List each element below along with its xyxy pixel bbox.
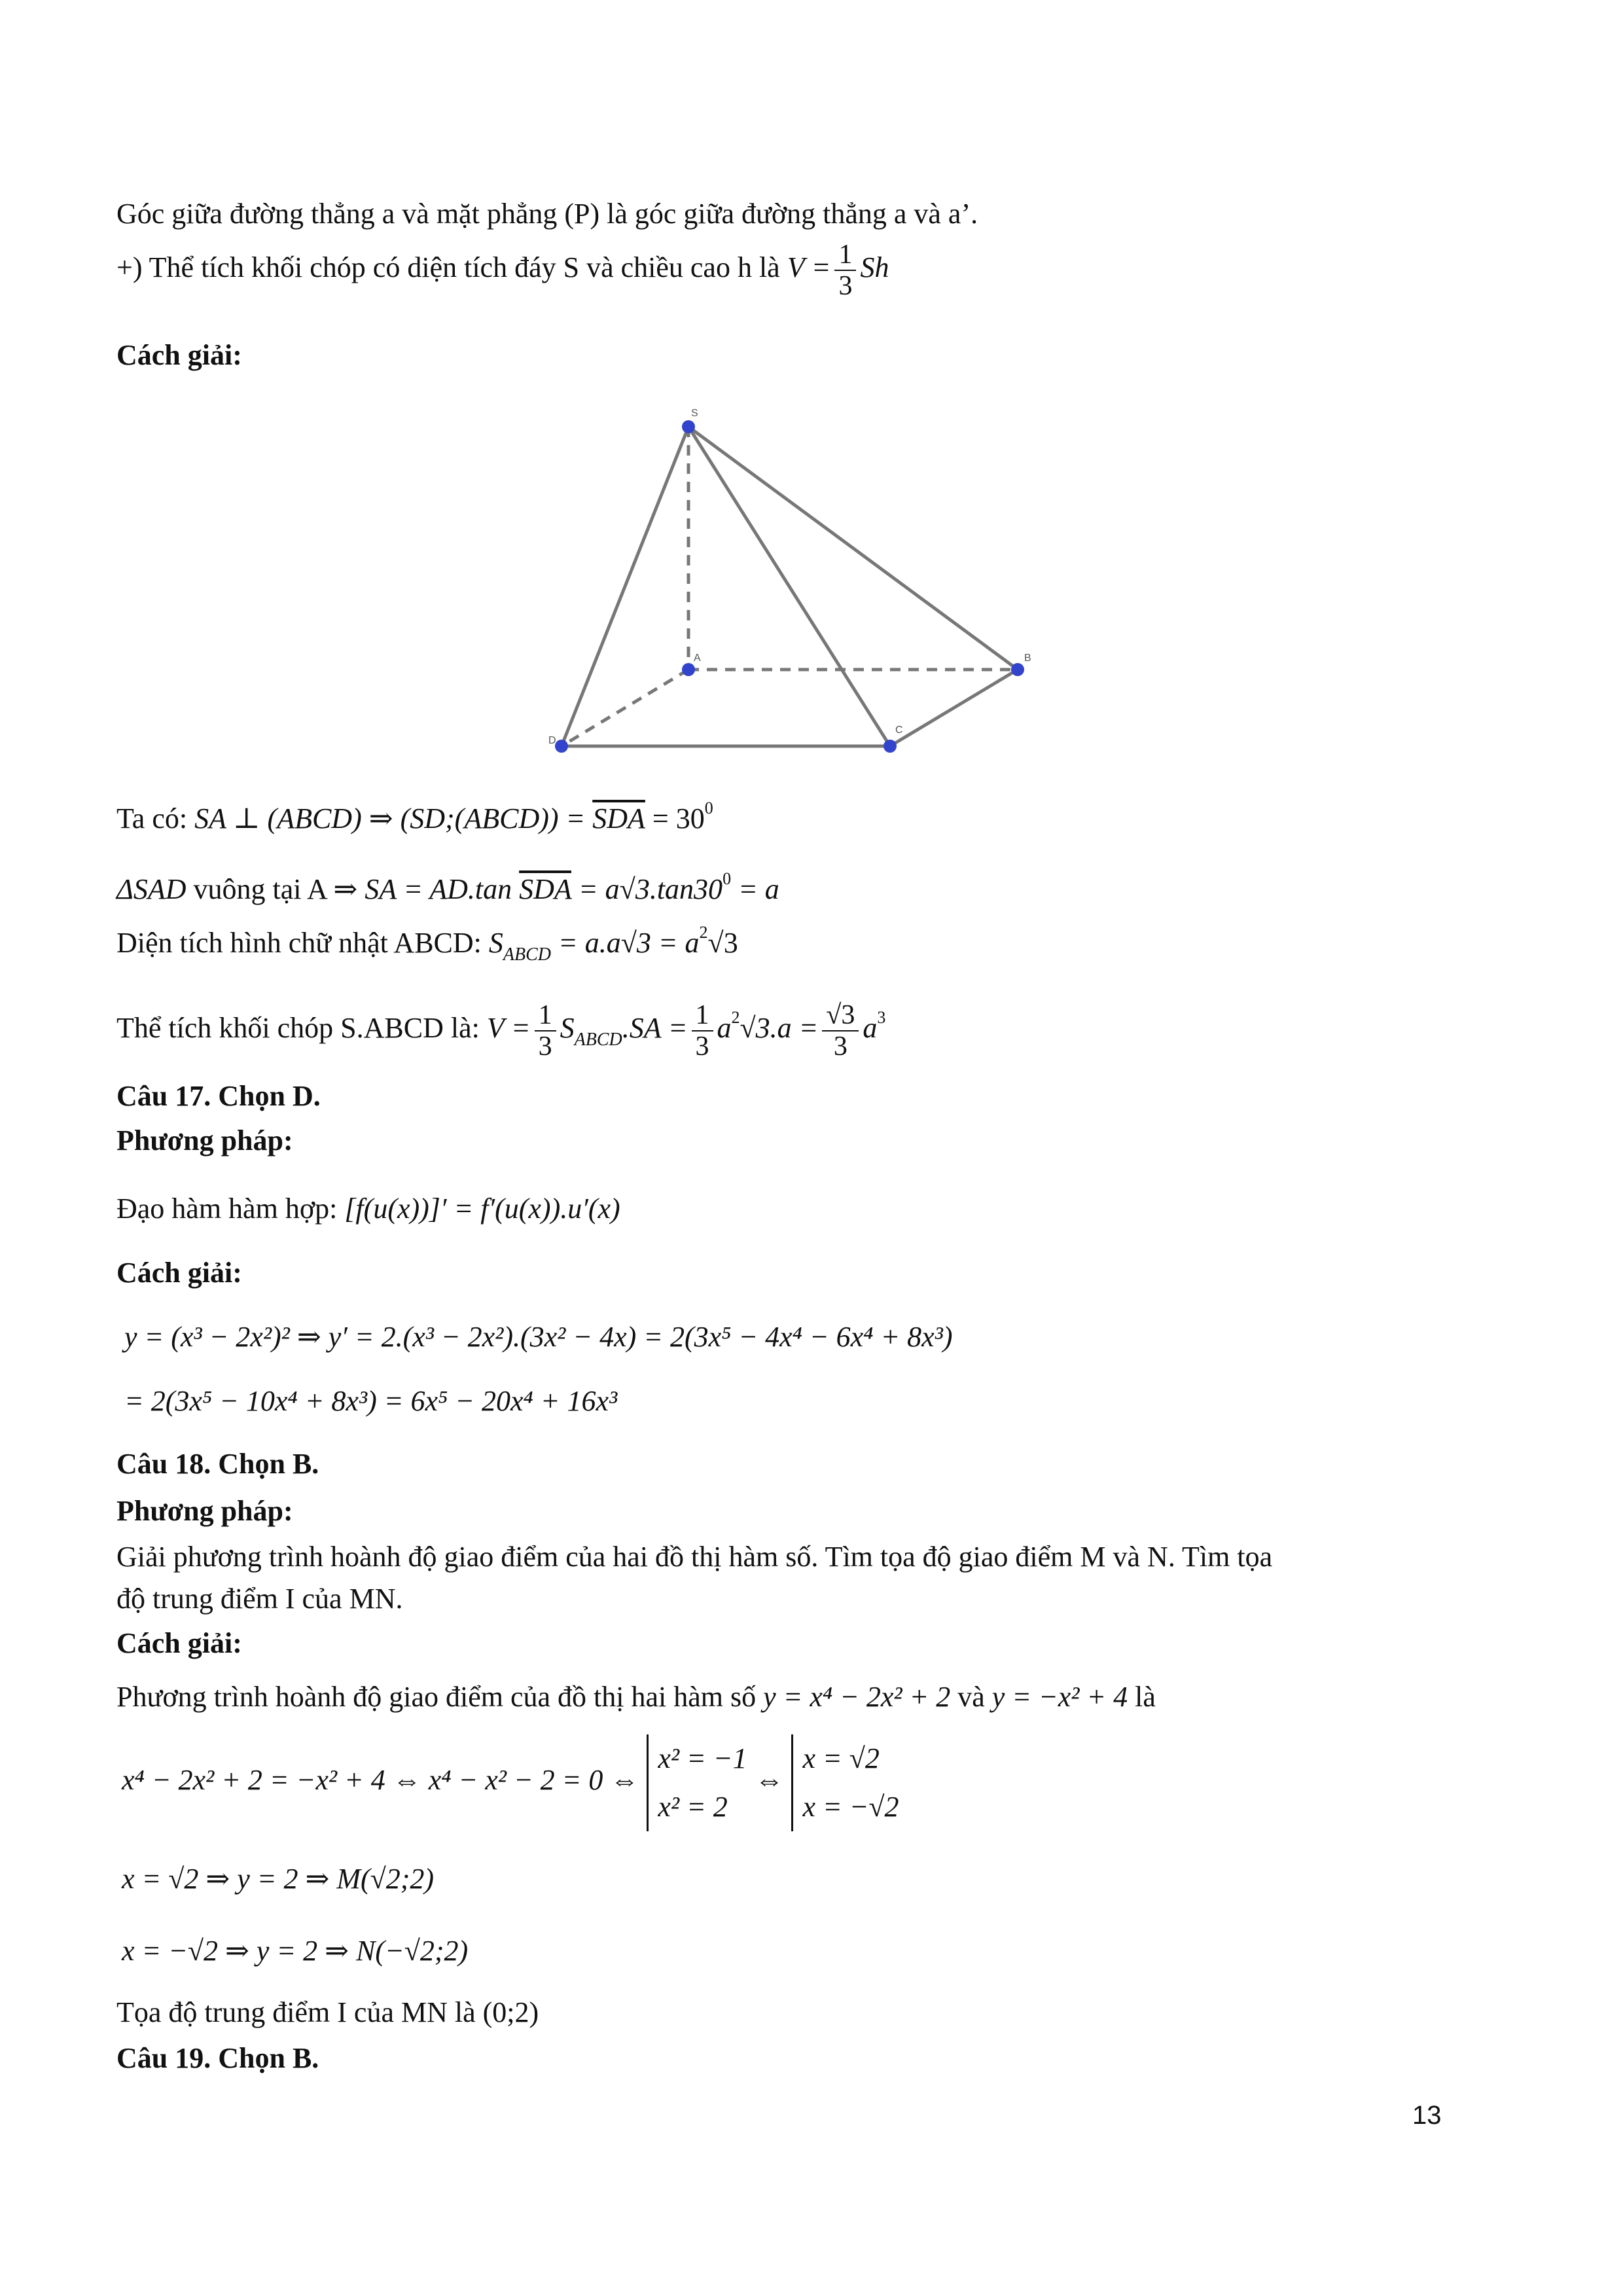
q16-l2-tail: = a√3.tan30 bbox=[571, 873, 723, 905]
q16-l2-end: = a bbox=[731, 873, 779, 905]
q17-equation-2: = 2(3x⁵ − 10x⁴ + 8x³) = 6x⁵ − 20x⁴ + 16x³ bbox=[124, 1385, 618, 1417]
q18-step-1 bbox=[116, 1679, 1156, 1715]
bracket-1-row-2: x² = 2 bbox=[658, 1790, 728, 1823]
q16-line-2 bbox=[116, 861, 779, 907]
frac-3-num: √3 bbox=[822, 1000, 859, 1031]
page-number: 13 bbox=[1412, 2101, 1442, 2130]
q16-l1-expr: SA ⊥ (ABCD) ⇒ (SD;(ABCD)) = bbox=[194, 802, 593, 834]
q16-line-4 bbox=[116, 982, 885, 1076]
q16-l3-expr: = a.a√3 = a bbox=[551, 927, 700, 959]
q16-l4-prefix: Thể tích khối chóp S.ABCD là: bbox=[116, 1012, 487, 1044]
edge-sc bbox=[688, 427, 890, 746]
q16-l4-sup2: 2 bbox=[731, 1008, 740, 1027]
intro-line-1: Góc giữa đường thẳng a và mặt phẳng (P) là góc giữa đường thẳng a và a’. bbox=[116, 198, 978, 230]
q16-l1-tail: = 30 bbox=[645, 802, 705, 834]
area-subscript: ABCD bbox=[503, 944, 552, 965]
q16-l4-sup3: 3 bbox=[877, 1008, 886, 1027]
fraction-one-third bbox=[834, 240, 856, 301]
fraction-denominator: 3 bbox=[838, 271, 853, 301]
bracket-2-row-1: x = √2 bbox=[802, 1742, 880, 1774]
vertex-b bbox=[1011, 663, 1024, 676]
label-d: D bbox=[548, 735, 556, 746]
cach-giai-heading: Cách giải: bbox=[116, 339, 242, 371]
q17-solution-heading: Cách giải: bbox=[116, 1257, 242, 1289]
edge-sb bbox=[688, 427, 1018, 670]
angle-sda: $\overline{SDA}$ bbox=[592, 802, 645, 834]
intro-line-2 bbox=[116, 240, 889, 301]
q16-l3-prefix: Diện tích hình chữ nhật ABCD: bbox=[116, 927, 489, 959]
q18-s2-eq: ⇔ bbox=[755, 1764, 784, 1796]
fraction-numerator: 1 bbox=[834, 240, 856, 271]
q18-s2-left: x⁴ − 2x² + 2 = −x² + 4 ⇔ x⁴ − x² − 2 = 0 ⇔ bbox=[122, 1764, 639, 1796]
label-b: B bbox=[1024, 653, 1031, 664]
q18-s1-text: Phương trình hoành độ giao điểm của đồ thị hai hàm số bbox=[116, 1681, 764, 1713]
q16-l4-a3: a bbox=[863, 1012, 878, 1044]
q16-l4-sub: ABCD bbox=[574, 1030, 622, 1050]
label-a: A bbox=[694, 653, 701, 664]
q16-l2-expr: ⇒ SA = AD.tan bbox=[333, 873, 520, 905]
frac-3-den: 3 bbox=[833, 1031, 847, 1062]
q19-title: Câu 19. Chọn B. bbox=[116, 2042, 319, 2074]
q18-method-line-1: Giải phương trình hoành độ giao điểm của hai đồ thị hàm số. Tìm tọa độ giao điểm M và N. Tìm tọa bbox=[116, 1541, 1273, 1573]
q17-rule bbox=[116, 1191, 620, 1227]
edge-sd bbox=[562, 427, 688, 746]
label-c: C bbox=[895, 725, 903, 736]
bracket-2-row-2: x = −√2 bbox=[802, 1790, 899, 1823]
bracket-system-1 bbox=[647, 1734, 747, 1831]
q18-step-3: x = √2 ⇒ y = 2 ⇒ M(√2;2) bbox=[122, 1863, 435, 1895]
q16-line-3 bbox=[116, 915, 738, 973]
label-s: S bbox=[691, 408, 698, 419]
volume-symbol: V = bbox=[787, 251, 831, 284]
angle-sda-2: $\overline{SDA}$ bbox=[519, 873, 571, 905]
q18-step-4: x = −√2 ⇒ y = 2 ⇒ N(−√2;2) bbox=[122, 1935, 469, 1967]
q16-l4-frac-1 bbox=[535, 1000, 556, 1062]
edge-cb bbox=[890, 670, 1018, 746]
vertex-a bbox=[682, 663, 695, 676]
q18-step-5: Tọa độ trung điểm I của MN là (0;2) bbox=[116, 1996, 539, 2028]
q16-l4-mid2: √3.a = bbox=[740, 1012, 819, 1044]
q18-method-heading: Phương pháp: bbox=[116, 1495, 293, 1527]
bracket-system-2 bbox=[791, 1734, 899, 1831]
q16-line-1 bbox=[116, 791, 713, 836]
q16-l4-a2: a bbox=[717, 1012, 732, 1044]
q17-equation-1: y = (x³ − 2x²)² ⇒ y′ = 2.(x³ − 2x²).(3x² − 4x) = 2(3x⁵ − 4x⁴ − 6x⁴ + 8x³) bbox=[124, 1321, 953, 1353]
q18-step-2 bbox=[122, 1728, 907, 1833]
vertex-d bbox=[555, 740, 568, 753]
q18-s1-f2: y = −x² + 4 bbox=[991, 1681, 1128, 1713]
frac-1-den: 3 bbox=[538, 1031, 552, 1062]
sh-term: Sh bbox=[860, 251, 889, 284]
q16-l4-frac-3 bbox=[822, 1000, 859, 1062]
q16-l4-s: S bbox=[560, 1012, 575, 1044]
q18-s1-and: và bbox=[950, 1681, 992, 1713]
pyramid-figure bbox=[537, 406, 1060, 772]
intro-line-2-text: +) Thể tích khối chóp có diện tích đáy S và chiều cao h là bbox=[116, 251, 787, 284]
q16-l4-v: V = bbox=[486, 1012, 531, 1044]
frac-1-num: 1 bbox=[535, 1000, 556, 1031]
vertex-s bbox=[682, 420, 695, 433]
q18-s1-f1: y = x⁴ − 2x² + 2 bbox=[763, 1681, 951, 1713]
q16-l4-mid: .SA = bbox=[622, 1012, 688, 1044]
edge-ad-dashed bbox=[562, 670, 688, 746]
q16-l1-prefix: Ta có: bbox=[116, 802, 195, 834]
triangle-sad: ΔSAD bbox=[116, 873, 187, 905]
frac-2-num: 1 bbox=[692, 1000, 713, 1031]
q16-l3-sup: 2 bbox=[699, 923, 708, 942]
q17-rule-prefix: Đạo hàm hàm hợp: bbox=[116, 1193, 345, 1225]
q18-title: Câu 18. Chọn B. bbox=[116, 1448, 319, 1480]
frac-2-den: 3 bbox=[695, 1031, 709, 1062]
q18-method-line-2: độ trung điểm I của MN. bbox=[116, 1583, 403, 1615]
degree-mark-2: 0 bbox=[722, 869, 732, 888]
q18-s1-end: là bbox=[1128, 1681, 1156, 1713]
q18-solution-heading: Cách giải: bbox=[116, 1627, 242, 1659]
q17-method-heading: Phương pháp: bbox=[116, 1124, 293, 1157]
q17-rule-expr: [f(u(x))]′ = f′(u(x)).u′(x) bbox=[344, 1193, 620, 1225]
q16-l2-mid: vuông tại A bbox=[186, 873, 334, 905]
q16-l4-frac-2 bbox=[692, 1000, 713, 1062]
bracket-1-row-1: x² = −1 bbox=[658, 1742, 747, 1774]
degree-mark: 0 bbox=[704, 798, 713, 817]
vertex-c bbox=[883, 740, 897, 753]
q17-title: Câu 17. Chọn D. bbox=[116, 1080, 321, 1112]
q16-l3-end: √3 bbox=[707, 927, 738, 959]
area-symbol: S bbox=[488, 927, 503, 959]
